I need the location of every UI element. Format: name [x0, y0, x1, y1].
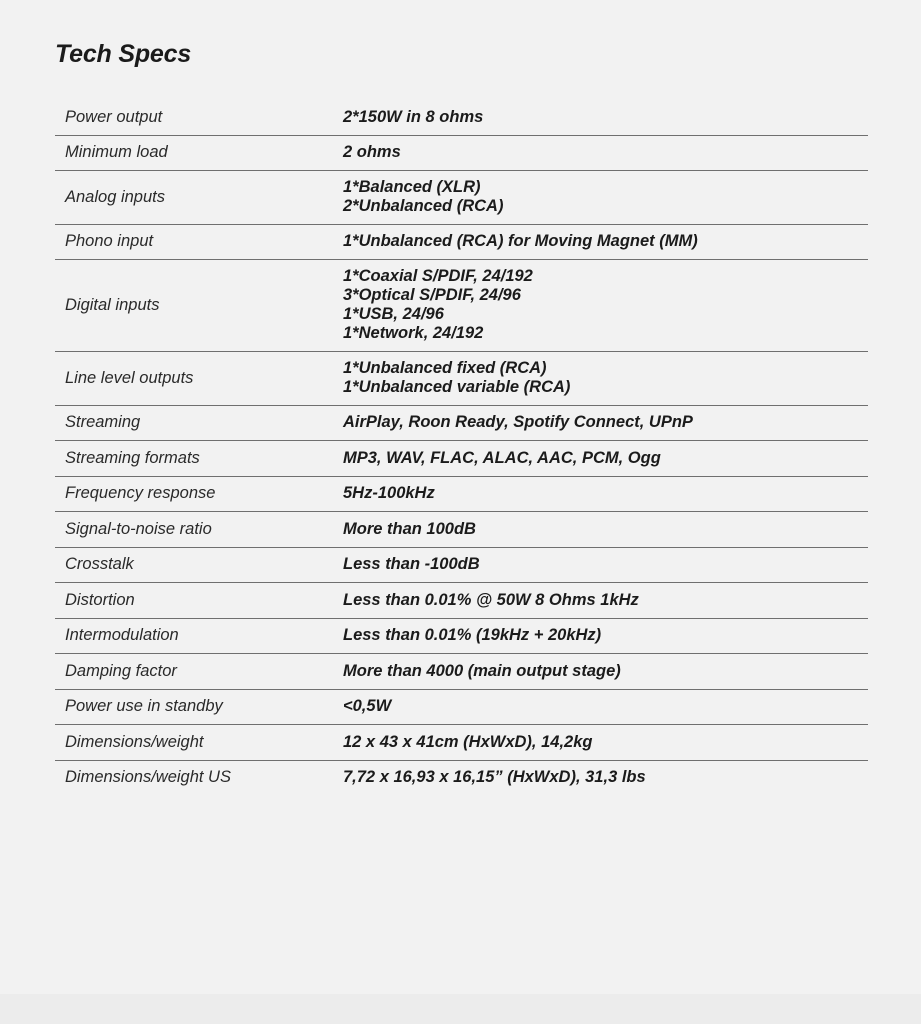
spec-value-line: <0,5W: [343, 697, 392, 715]
spec-value-line: 2*Unbalanced (RCA): [343, 197, 504, 215]
spec-value: [343, 405, 868, 440]
spec-row: [55, 547, 868, 582]
spec-label: Power output: [55, 100, 343, 135]
spec-value-line: 1*Network, 24/192: [343, 324, 484, 342]
spec-row: [55, 582, 868, 618]
spec-label: Distortion: [55, 582, 343, 618]
spec-row: [55, 724, 868, 760]
spec-value: [343, 618, 868, 653]
spec-value-line: 3*Optical S/PDIF, 24/96: [343, 286, 521, 304]
spec-label: Analog inputs: [55, 170, 343, 224]
spec-row: [55, 618, 868, 653]
spec-value: [343, 547, 868, 582]
specs-table: [55, 100, 868, 795]
spec-value: [343, 689, 868, 724]
spec-label: Minimum load: [55, 135, 343, 170]
spec-value: [343, 224, 868, 259]
spec-row: [55, 760, 868, 795]
spec-row: [55, 100, 868, 135]
spec-label: Phono input: [55, 224, 343, 259]
spec-value: [343, 653, 868, 689]
spec-label: Dimensions/weight US: [65, 768, 231, 787]
spec-value: [343, 170, 868, 224]
specs-table-body: [55, 100, 868, 795]
spec-value-line: 1*Unbalanced fixed (RCA): [343, 359, 547, 377]
spec-label: Line level outputs: [55, 351, 343, 405]
spec-value: [343, 724, 868, 760]
spec-label: Crosstalk: [55, 547, 343, 582]
spec-value-line: 2 ohms: [343, 143, 401, 161]
spec-row: [55, 440, 868, 476]
spec-row: [55, 653, 868, 689]
spec-value-line: Less than -100dB: [343, 555, 480, 573]
spec-value: [343, 135, 868, 170]
spec-label: Digital inputs: [55, 259, 343, 351]
spec-row: [55, 511, 868, 547]
spec-value-line: 1*Unbalanced (RCA) for Moving Magnet (MM): [343, 232, 698, 250]
spec-value-line: 2*150W in 8 ohms: [343, 107, 484, 126]
spec-value: [343, 259, 868, 351]
spec-label: Streaming: [55, 405, 343, 440]
spec-row: [55, 689, 868, 724]
spec-row: [55, 259, 868, 351]
page-title: Tech Specs: [55, 40, 192, 68]
spec-value-line: More than 100dB: [343, 519, 476, 538]
spec-row: [55, 405, 868, 440]
spec-value: [343, 511, 868, 547]
spec-value-line: MP3, WAV, FLAC, ALAC, AAC, PCM, Ogg: [343, 448, 661, 467]
spec-label: Frequency response: [55, 476, 343, 511]
spec-value: [343, 440, 868, 476]
spec-label: Damping factor: [55, 653, 343, 689]
spec-label: Streaming formats: [55, 440, 343, 476]
footer-band: [0, 994, 921, 1024]
spec-value-line: 5Hz-100kHz: [343, 484, 435, 502]
spec-value: [343, 100, 868, 135]
spec-row: [55, 351, 868, 405]
spec-value-line: Less than 0.01% (19kHz + 20kHz): [343, 626, 602, 644]
spec-value: [343, 351, 868, 405]
spec-value-line: 7,72 x 16,93 x 16,15” (HxWxD), 31,3 lbs: [343, 768, 646, 787]
spec-value-line: 1*Unbalanced variable (RCA): [343, 378, 571, 396]
spec-value-line: More than 4000 (main output stage): [343, 661, 621, 680]
spec-row: [55, 170, 868, 224]
spec-label: Signal-to-noise ratio: [55, 511, 343, 547]
spec-label: Dimensions/weight: [55, 724, 343, 760]
spec-value: [343, 582, 868, 618]
spec-row: [55, 224, 868, 259]
spec-value-line: Less than 0.01% @ 50W 8 Ohms 1kHz: [343, 590, 639, 609]
spec-label: Intermodulation: [55, 618, 343, 653]
spec-value-line: 1*Balanced (XLR): [343, 178, 481, 196]
spec-value-line: 1*Coaxial S/PDIF, 24/192: [343, 267, 533, 285]
spec-value-line: 12 x 43 x 41cm (HxWxD), 14,2kg: [343, 732, 593, 751]
spec-value-line: 1*USB, 24/96: [343, 305, 444, 323]
spec-value: [343, 476, 868, 511]
spec-row: [55, 476, 868, 511]
spec-label: Power use in standby: [55, 689, 343, 724]
spec-value: [343, 760, 868, 795]
spec-row: [55, 135, 868, 170]
spec-value-line: AirPlay, Roon Ready, Spotify Connect, UPnP: [343, 413, 693, 431]
